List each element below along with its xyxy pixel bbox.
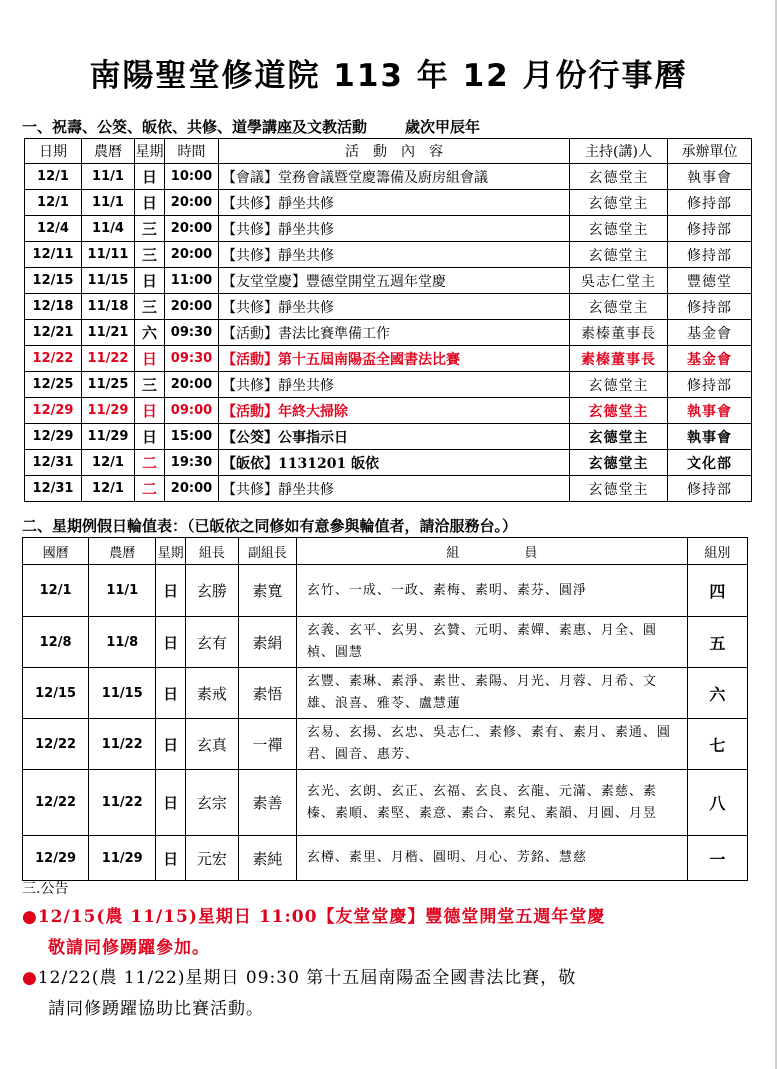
- duty-group: 五: [687, 617, 747, 668]
- duty-lunar: 11/1: [89, 565, 156, 617]
- schedule-row: [25, 294, 752, 320]
- duty-week: 日: [156, 668, 186, 719]
- schedule-lunar: 11/15: [82, 268, 135, 294]
- schedule-date: 12/25: [25, 372, 82, 398]
- duty-date: 12/22: [23, 719, 89, 770]
- schedule-time: 15:00: [165, 424, 219, 450]
- announcement-line: 請同修踴躍協助比賽活動。: [48, 999, 264, 1019]
- schedule-unit: 基金會: [668, 346, 752, 372]
- bullet-icon: ●: [22, 968, 38, 988]
- schedule-date: 12/11: [25, 242, 82, 268]
- schedule-activity: 【共修】靜坐共修: [219, 216, 570, 242]
- schedule-time: 20:00: [165, 294, 219, 320]
- bullet-icon: ●: [22, 907, 38, 927]
- announcement-item: [22, 902, 762, 964]
- duty-lunar: 11/15: [89, 668, 156, 719]
- duty-date: 12/8: [23, 617, 89, 668]
- schedule-lunar: 11/18: [82, 294, 135, 320]
- duty-group: 六: [687, 668, 747, 719]
- schedule-date: 12/15: [25, 268, 82, 294]
- duty-vice: 素寬: [238, 565, 296, 617]
- schedule-lunar: 12/1: [82, 450, 135, 476]
- schedule-week: 日: [135, 346, 165, 372]
- schedule-time: 20:00: [165, 372, 219, 398]
- schedule-row: [25, 450, 752, 476]
- duty-leader: 玄勝: [185, 565, 238, 617]
- schedule-body: [25, 164, 752, 502]
- schedule-date: 12/22: [25, 346, 82, 372]
- header-date: 日期: [25, 139, 82, 164]
- duty-row: [23, 770, 748, 836]
- section1-heading: [22, 116, 480, 137]
- schedule-row: [25, 268, 752, 294]
- schedule-row: [25, 242, 752, 268]
- duty-leader: 元宏: [185, 836, 238, 881]
- duty-row: [23, 565, 748, 617]
- duty-members: 玄光、玄朗、玄正、玄福、玄良、玄龍、元滿、素慈、素榛、素順、素堅、素意、素合、素兒、素韻、月圓、月昱: [296, 770, 687, 836]
- schedule-date: 12/4: [25, 216, 82, 242]
- schedule-row: [25, 164, 752, 190]
- schedule-activity: 【皈依】1131201 皈依: [219, 450, 570, 476]
- schedule-date: 12/29: [25, 424, 82, 450]
- schedule-host: 吳志仁堂主: [570, 268, 668, 294]
- duty-vice: 一禪: [238, 719, 296, 770]
- duty-header-members: 組 員: [296, 538, 687, 565]
- header-time: 時間: [165, 139, 219, 164]
- schedule-time: 09:30: [165, 346, 219, 372]
- duty-date: 12/22: [23, 770, 89, 836]
- schedule-week: 三: [135, 372, 165, 398]
- section1-title: 一、祝壽、公筊、皈依、共修、道學講座及文教活動: [22, 118, 368, 136]
- duty-week: 日: [156, 836, 186, 881]
- header-unit: 承辦單位: [668, 139, 752, 164]
- title-month: 12: [462, 58, 510, 94]
- duty-vice: 素善: [238, 770, 296, 836]
- schedule-activity: 【共修】靜坐共修: [219, 190, 570, 216]
- schedule-date: 12/1: [25, 164, 82, 190]
- title-mid: 年: [403, 58, 463, 94]
- duty-week: 日: [156, 617, 186, 668]
- schedule-date: 12/31: [25, 450, 82, 476]
- duty-header-lunar: 農曆: [89, 538, 156, 565]
- schedule-week: 三: [135, 242, 165, 268]
- schedule-lunar: 11/22: [82, 346, 135, 372]
- schedule-date: 12/21: [25, 320, 82, 346]
- duty-header-leader: 組長: [185, 538, 238, 565]
- duty-header-week: 星期: [156, 538, 186, 565]
- schedule-activity: 【活動】書法比賽準備工作: [219, 320, 570, 346]
- duty-group: 四: [687, 565, 747, 617]
- duty-header-date: 國曆: [23, 538, 89, 565]
- schedule-lunar: 11/29: [82, 424, 135, 450]
- schedule-week: 日: [135, 424, 165, 450]
- schedule-activity: 【活動】年終大掃除: [219, 398, 570, 424]
- schedule-host: 玄德堂主: [570, 424, 668, 450]
- duty-leader: 玄真: [185, 719, 238, 770]
- schedule-date: 12/29: [25, 398, 82, 424]
- schedule-unit: 基金會: [668, 320, 752, 346]
- header-activity: 活 動 內 容: [219, 139, 570, 164]
- schedule-unit: 執事會: [668, 164, 752, 190]
- page-title: [0, 50, 777, 95]
- duty-members: 玄竹、一成、一政、素梅、素明、素芬、圓淨: [296, 565, 687, 617]
- title-year: 113: [333, 58, 404, 94]
- duty-group: 一: [687, 836, 747, 881]
- duty-group: 八: [687, 770, 747, 836]
- schedule-lunar: 11/25: [82, 372, 135, 398]
- duty-lunar: 11/29: [89, 836, 156, 881]
- schedule-time: 11:00: [165, 268, 219, 294]
- schedule-activity: 【共修】靜坐共修: [219, 294, 570, 320]
- schedule-row: [25, 190, 752, 216]
- schedule-host: 玄德堂主: [570, 216, 668, 242]
- schedule-host: 玄德堂主: [570, 164, 668, 190]
- schedule-host: 玄德堂主: [570, 242, 668, 268]
- schedule-activity: 【共修】靜坐共修: [219, 476, 570, 502]
- schedule-table: [24, 138, 752, 502]
- schedule-activity: 【友堂堂慶】豐德堂開堂五週年堂慶: [219, 268, 570, 294]
- schedule-week: 日: [135, 190, 165, 216]
- announcement-line: 敬請同修踴躍參加。: [48, 938, 210, 958]
- duty-row: [23, 668, 748, 719]
- duty-row: [23, 719, 748, 770]
- header-week: 星期: [135, 139, 165, 164]
- duty-lunar: 11/22: [89, 770, 156, 836]
- title-prefix: 南陽聖堂修道院: [89, 58, 334, 94]
- schedule-host: 素榛董事長: [570, 320, 668, 346]
- schedule-date: 12/31: [25, 476, 82, 502]
- duty-group: 七: [687, 719, 747, 770]
- schedule-row: [25, 320, 752, 346]
- schedule-host: 玄德堂主: [570, 398, 668, 424]
- schedule-week: 六: [135, 320, 165, 346]
- schedule-host: 玄德堂主: [570, 190, 668, 216]
- duty-header-row: [23, 538, 748, 565]
- schedule-lunar: 11/4: [82, 216, 135, 242]
- schedule-lunar: 11/11: [82, 242, 135, 268]
- header-host: 主持(講)人: [570, 139, 668, 164]
- duty-vice: 素悟: [238, 668, 296, 719]
- duty-members: 玄義、玄平、玄男、玄贊、元明、素嬋、素惠、月全、圓楨、圓慧: [296, 617, 687, 668]
- schedule-lunar: 12/1: [82, 476, 135, 502]
- schedule-unit: 修持部: [668, 242, 752, 268]
- duty-lunar: 11/8: [89, 617, 156, 668]
- duty-table: [22, 537, 748, 881]
- duty-leader: 玄宗: [185, 770, 238, 836]
- duty-vice: 素絹: [238, 617, 296, 668]
- announcement-line: 12/22(農 11/22)星期日 09:30 第十五屆南陽盃全國書法比賽，敬: [37, 968, 577, 988]
- duty-vice: 素純: [238, 836, 296, 881]
- schedule-unit: 修持部: [668, 216, 752, 242]
- schedule-unit: 執事會: [668, 398, 752, 424]
- schedule-host: 玄德堂主: [570, 294, 668, 320]
- schedule-activity: 【活動】第十五屆南陽盃全國書法比賽: [219, 346, 570, 372]
- schedule-week: 三: [135, 216, 165, 242]
- schedule-time: 20:00: [165, 216, 219, 242]
- schedule-activity: 【共修】靜坐共修: [219, 242, 570, 268]
- schedule-time: 20:00: [165, 242, 219, 268]
- schedule-row: [25, 216, 752, 242]
- schedule-row: [25, 346, 752, 372]
- duty-members: 玄豐、素琳、素淨、素世、素陽、月光、月蓉、月希、文雄、浪喜、雅苓、盧慧蓮: [296, 668, 687, 719]
- duty-lunar: 11/22: [89, 719, 156, 770]
- duty-row: [23, 617, 748, 668]
- duty-header-group: 組別: [687, 538, 747, 565]
- duty-week: 日: [156, 719, 186, 770]
- schedule-row: [25, 476, 752, 502]
- schedule-unit: 修持部: [668, 190, 752, 216]
- schedule-week: 日: [135, 164, 165, 190]
- title-suffix: 月份行事曆: [509, 58, 688, 94]
- schedule-row: [25, 398, 752, 424]
- schedule-activity: 【共修】靜坐共修: [219, 372, 570, 398]
- schedule-date: 12/18: [25, 294, 82, 320]
- schedule-time: 09:30: [165, 320, 219, 346]
- duty-row: [23, 836, 748, 881]
- schedule-host: 玄德堂主: [570, 450, 668, 476]
- schedule-date: 12/1: [25, 190, 82, 216]
- duty-date: 12/15: [23, 668, 89, 719]
- schedule-time: 10:00: [165, 164, 219, 190]
- schedule-unit: 執事會: [668, 424, 752, 450]
- schedule-week: 日: [135, 268, 165, 294]
- schedule-header-row: [25, 139, 752, 164]
- schedule-week: 二: [135, 476, 165, 502]
- announcement-label: 三.公告: [22, 881, 69, 897]
- schedule-unit: 修持部: [668, 372, 752, 398]
- schedule-unit: 豐德堂: [668, 268, 752, 294]
- duty-body: [23, 565, 748, 881]
- section2-heading: 二、星期例假日輪值表：（已皈依之同修如有意參與輪值者，請洽服務台。）: [22, 517, 518, 535]
- schedule-week: 三: [135, 294, 165, 320]
- schedule-unit: 修持部: [668, 294, 752, 320]
- announcement-line: 12/15(農 11/15)星期日 11:00【友堂堂慶】豐德堂開堂五週年堂慶: [37, 907, 606, 927]
- duty-week: 日: [156, 770, 186, 836]
- duty-members: 玄樽、素里、月楷、圓明、月心、芳銘、慧慈: [296, 836, 687, 881]
- schedule-host: 玄德堂主: [570, 372, 668, 398]
- schedule-unit: 文化部: [668, 450, 752, 476]
- schedule-week: 日: [135, 398, 165, 424]
- year-label: 歲次甲辰年: [405, 118, 481, 136]
- duty-leader: 玄有: [185, 617, 238, 668]
- header-lunar: 農曆: [82, 139, 135, 164]
- duty-members: 玄易、玄揚、玄忠、吳志仁、素修、素有、素月、素通、圓君、圓音、惠芳、: [296, 719, 687, 770]
- schedule-time: 20:00: [165, 190, 219, 216]
- duty-header-vice: 副組長: [238, 538, 296, 565]
- schedule-unit: 修持部: [668, 476, 752, 502]
- schedule-activity: 【公筊】公事指示日: [219, 424, 570, 450]
- schedule-lunar: 11/29: [82, 398, 135, 424]
- schedule-host: 素榛董事長: [570, 346, 668, 372]
- schedule-lunar: 11/21: [82, 320, 135, 346]
- schedule-lunar: 11/1: [82, 164, 135, 190]
- duty-leader: 素戒: [185, 668, 238, 719]
- schedule-time: 09:00: [165, 398, 219, 424]
- schedule-time: 19:30: [165, 450, 219, 476]
- duty-date: 12/1: [23, 565, 89, 617]
- duty-date: 12/29: [23, 836, 89, 881]
- schedule-time: 20:00: [165, 476, 219, 502]
- schedule-week: 二: [135, 450, 165, 476]
- duty-week: 日: [156, 565, 186, 617]
- schedule-row: [25, 424, 752, 450]
- schedule-lunar: 11/1: [82, 190, 135, 216]
- schedule-host: 玄德堂主: [570, 476, 668, 502]
- schedule-activity: 【會議】堂務會議暨堂慶籌備及廚房組會議: [219, 164, 570, 190]
- schedule-row: [25, 372, 752, 398]
- announcement-item: [22, 963, 762, 1025]
